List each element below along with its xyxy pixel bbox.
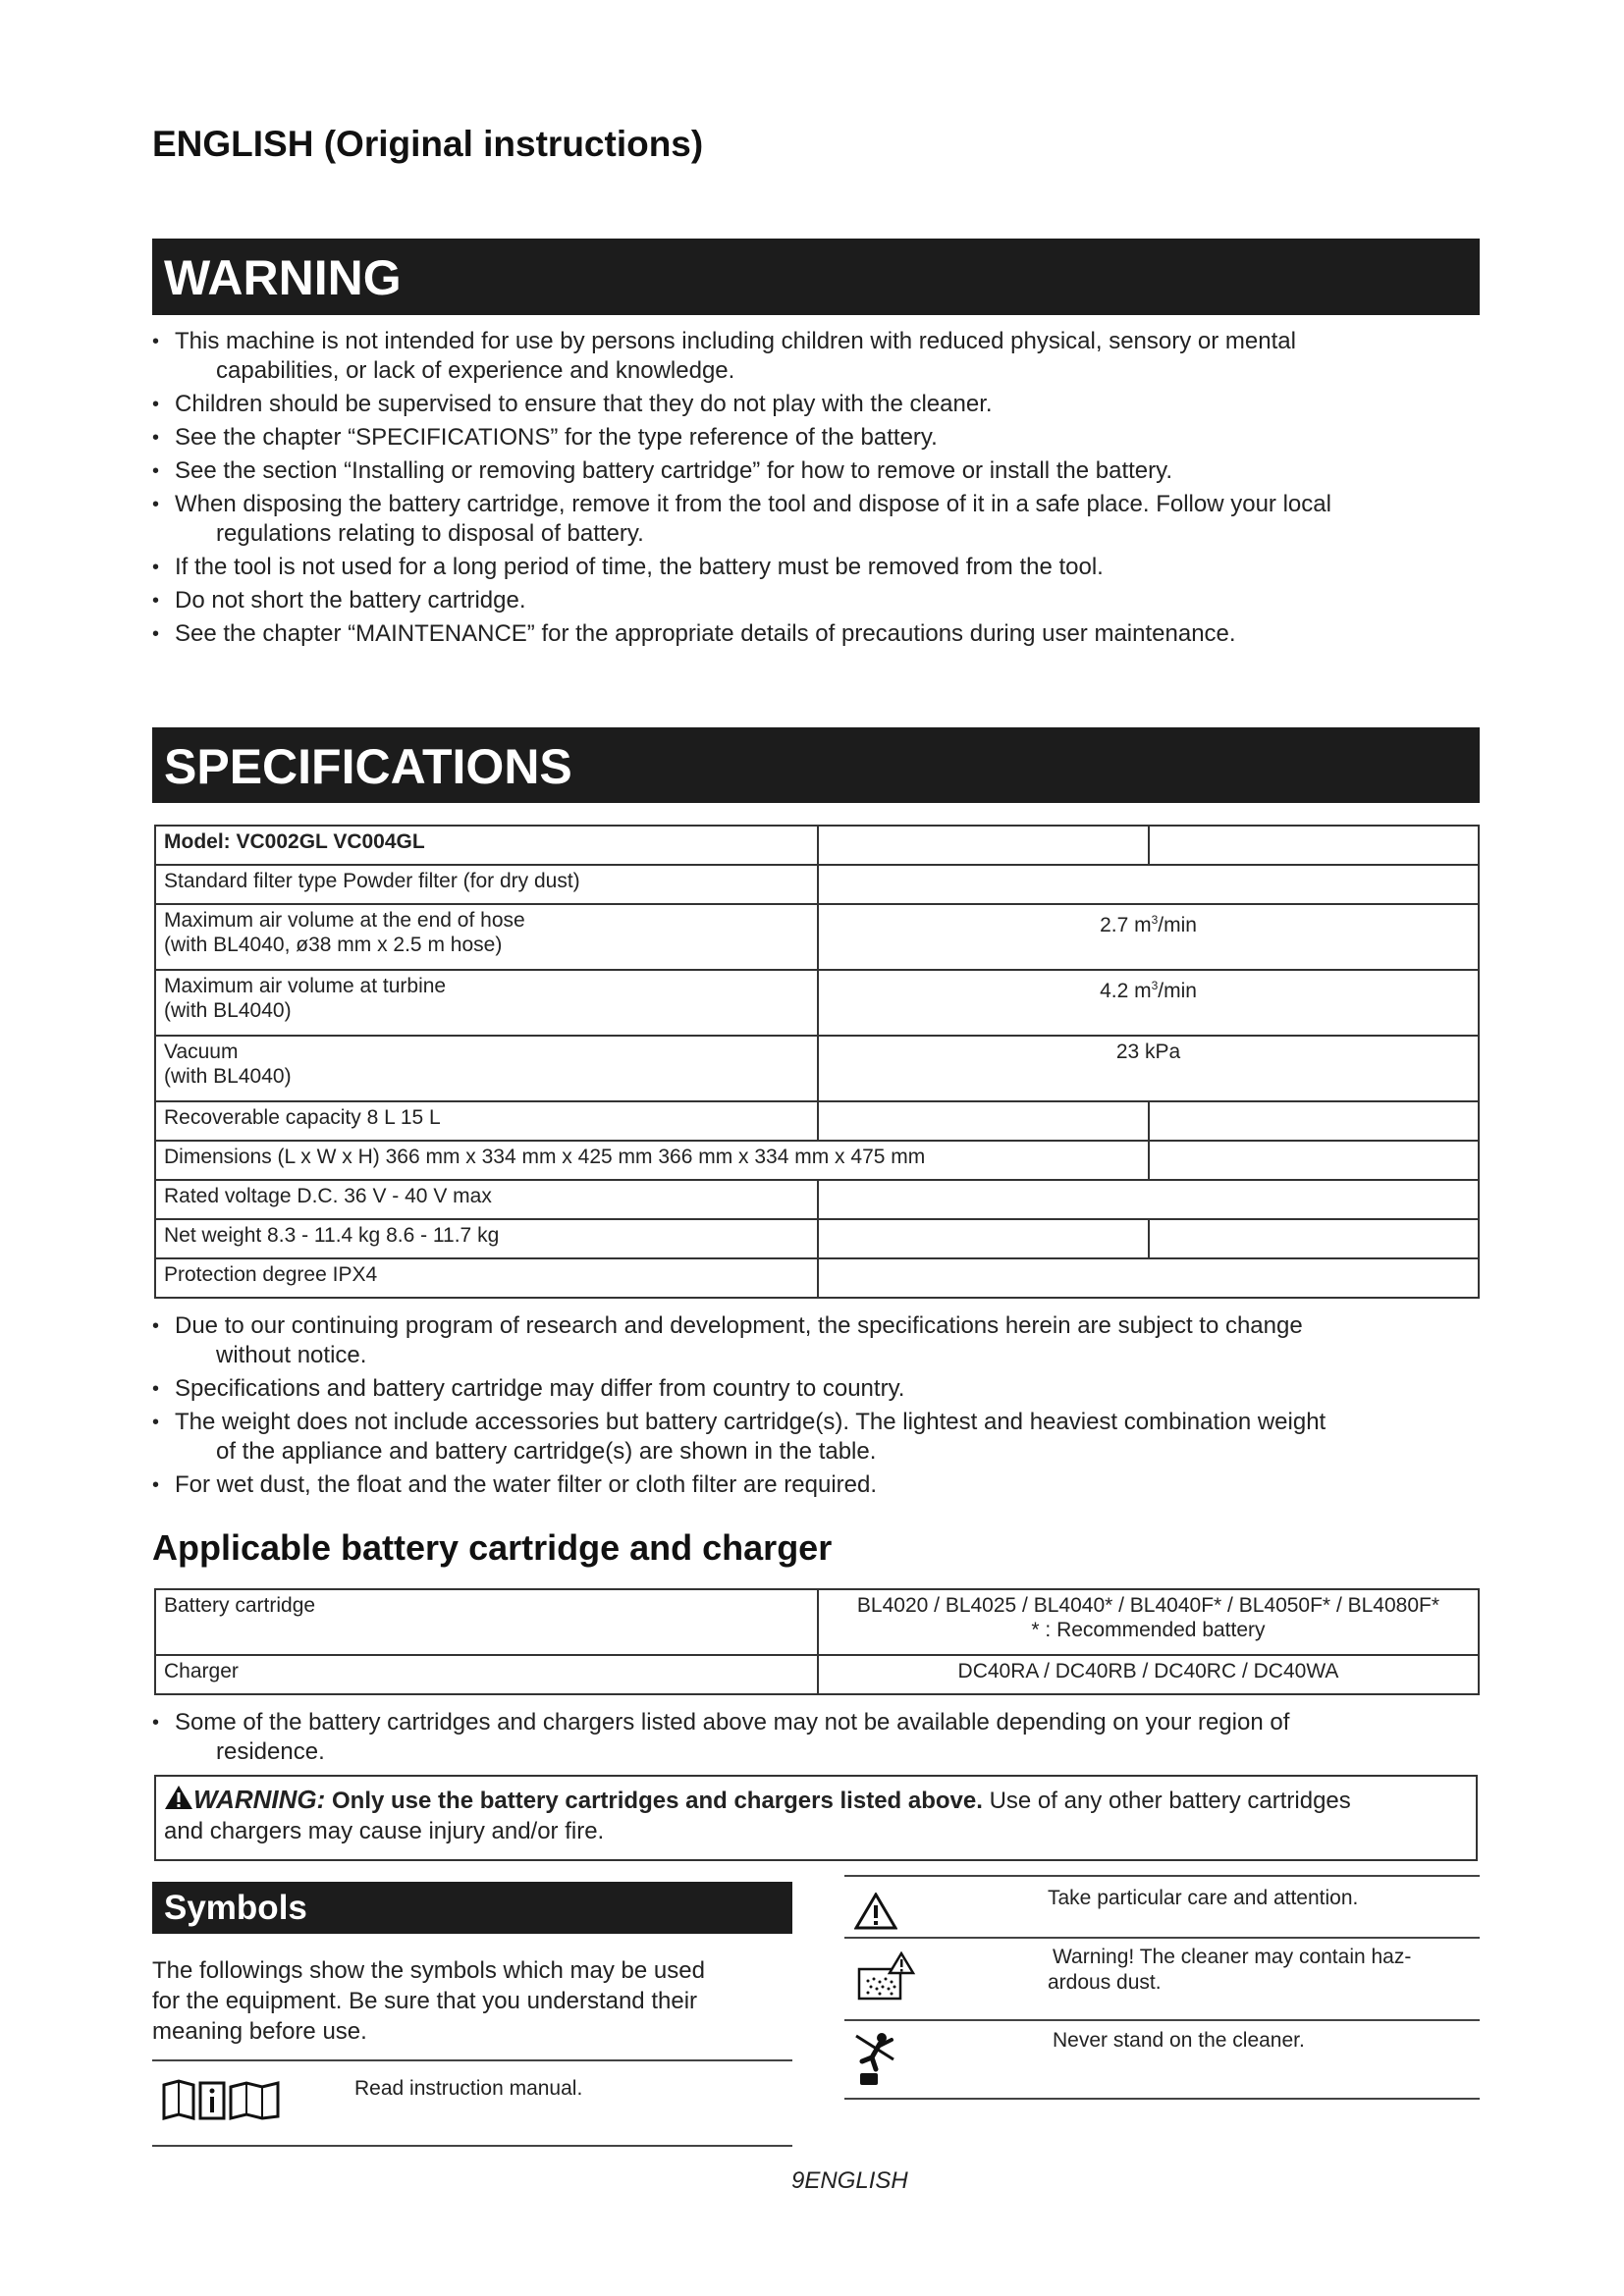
warning-triangle-icon [164,1785,193,1810]
weight-cell: Net weight 8.3 - 11.4 kg 8.6 - 11.7 kg [155,1219,818,1258]
air-turbine-value: 4.2 $m^3/\min$ [818,970,1479,1036]
air-hose-value: 2.7 $m^3/\min$ [818,904,1479,970]
model-cell: Model: VC002GL VC004GL [155,826,818,865]
list-item: • The weight does not include accessories but battery cartridge(s). The lightest and heaviest combination weight of the appliance and battery cartridge(s) are shown in the table. [152,1408,1488,1467]
specifications-heading: SPECIFICATIONS [152,727,1480,803]
list-item: • Specifications and battery cartridge may differ from country to country. [152,1374,1488,1404]
list-item: • See the chapter “SPECIFICATIONS” for the type reference of the battery. [152,423,1488,453]
warning-list [152,327,1488,653]
document-title: ENGLISH (Original instructions) [152,124,704,164]
list-item: • See the section “Installing or removing battery cartridge” for how to remove or install the battery. [152,456,1488,486]
battery-notes [152,1708,1488,1771]
list-item: • If the tool is not used for a long period of time, the battery must be removed from the tool. [152,553,1488,582]
symbols-intro: The followings show the symbols which may be used for the equipment. Be sure that you understand their meaning before use. [152,1957,705,2045]
no-standing-icon [850,2030,899,2089]
dimensions-cell: Dimensions (L x W x H) 366 mm x 334 mm x 425 mm 366 mm x 334 mm x 475 mm [155,1141,1149,1180]
list-item: • See the chapter “MAINTENANCE” for the appropriate details of precautions during user maintenance. [152,619,1488,649]
filter-cell: Standard filter type Powder filter (for dry dust) [155,865,818,904]
list-item: • This machine is not intended for use by persons including children with reduced physical, sensory or mental capabilities, or lack of experience and knowledge. [152,327,1488,386]
table-row [155,1258,1479,1298]
warning-box [154,1775,1478,1861]
list-item: • Children should be supervised to ensure that they do not play with the cleaner. [152,390,1488,419]
table-row [155,904,1479,970]
warning-heading: WARNING [152,239,1480,315]
vacuum-value: 23 kPa [818,1036,1479,1101]
list-item: • For wet dust, the float and the water filter or cloth filter are required. [152,1470,1488,1500]
table-row [155,970,1479,1036]
capacity-cell: Recoverable capacity 8 L 15 L [155,1101,818,1141]
table-row [155,1589,1479,1655]
table-row [155,1036,1479,1101]
table-row [155,1141,1479,1180]
warning-text-2: and chargers may cause injury and/or fire. [164,1818,605,1844]
warning-bold-text: Only use the battery cartridges and chargers listed above. [332,1788,983,1814]
table-row [155,1219,1479,1258]
table-row [155,1180,1479,1219]
voltage-cell: Rated voltage D.C. 36 V - 40 V max [155,1180,818,1219]
specification-notes [152,1311,1488,1504]
symbol-text-caution: Take particular care and attention. [1048,1887,1359,1909]
table-row [155,826,1479,865]
table-row [155,1101,1479,1141]
specifications-table [154,825,1480,1299]
warning-label: WARNING: [193,1785,326,1814]
symbols-heading: Symbols [152,1882,792,1934]
vacuum-label: Vacuum (with BL4040) [155,1036,818,1101]
charger-value: DC40RA / DC40RB / DC40RC / DC40WA [818,1655,1479,1694]
symbol-text-read-manual: Read instruction manual. [354,2077,583,2100]
list-item: • Some of the battery cartridges and chargers listed above may not be available depending on your region of residence. [152,1708,1488,1767]
protection-cell: Protection degree IPX4 [155,1258,818,1298]
symbol-text-hazardous-dust: Warning! The cleaner may contain haz- ardous dust. [1048,1946,1412,1994]
symbol-text-no-standing: Never stand on the cleaner. [1053,2029,1305,2052]
warning-text: Use of any other battery cartridges [989,1788,1351,1814]
list-item: • Do not short the battery cartridge. [152,586,1488,615]
air-turbine-label: Maximum air volume at turbine (with BL4040) [155,970,818,1036]
caution-triangle-icon [854,1893,897,1930]
hazardous-dust-icon [856,1951,919,2002]
page-number: 9ENGLISH [791,2167,908,2194]
battery-table [154,1588,1480,1695]
table-row [155,1655,1479,1694]
list-item: • Due to our continuing program of research and development, the specifications herein are subject to change without notice. [152,1311,1488,1370]
list-item: • When disposing the battery cartridge, remove it from the tool and dispose of it in a safe place. Follow your local regulations relating to disposal of battery. [152,490,1488,549]
battery-section-heading: Applicable battery cartridge and charger [152,1527,833,1568]
battery-label: Battery cartridge [155,1589,818,1655]
table-row [155,865,1479,904]
read-manual-icon [161,2079,289,2122]
air-hose-label: Maximum air volume at the end of hose (with BL4040, ø38 mm x 2.5 m hose) [155,904,818,970]
battery-value: BL4020 / BL4025 / BL4040* / BL4040F* / BL4050F* / BL4080F* * : Recommended battery [818,1589,1479,1655]
charger-label: Charger [155,1655,818,1694]
